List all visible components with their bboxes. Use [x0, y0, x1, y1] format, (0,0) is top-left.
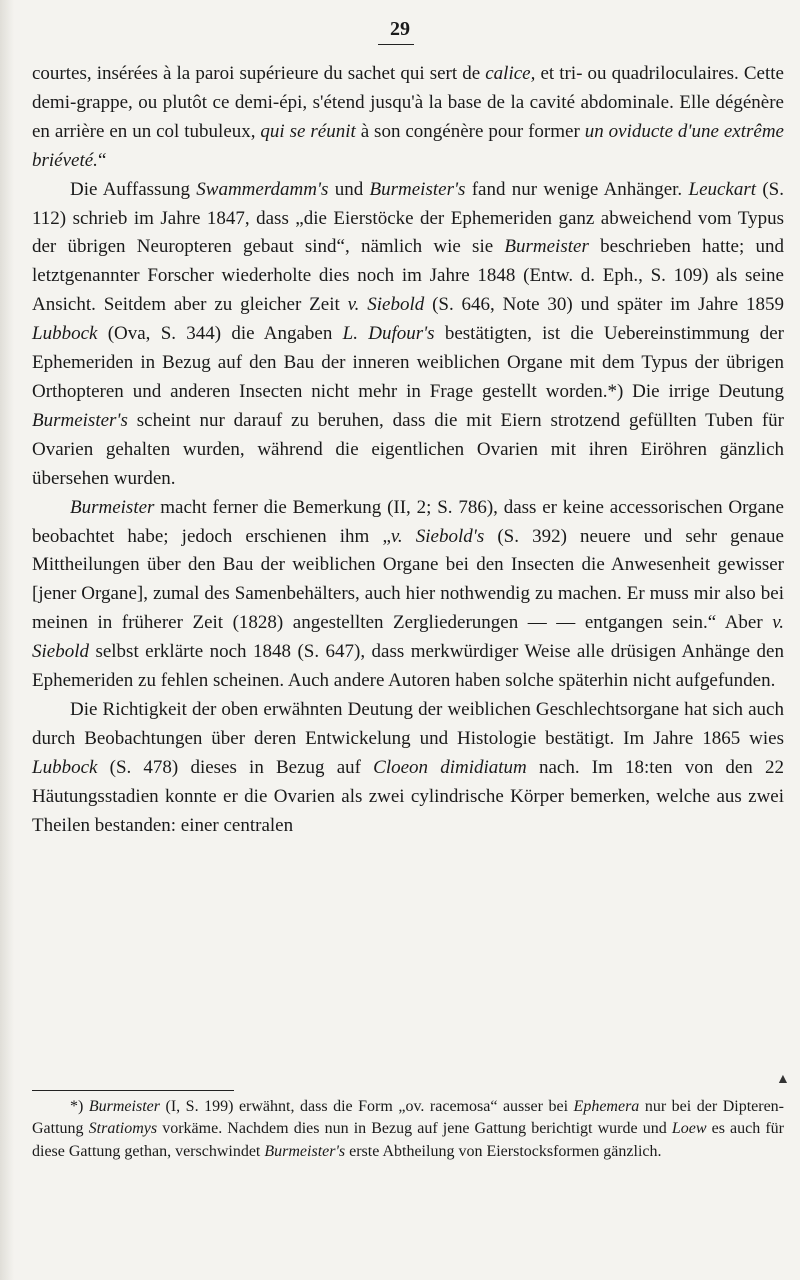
paragraph-2: [32, 176, 784, 494]
italic-run: Lubbock: [32, 323, 98, 345]
page-edge-shadow: [0, 0, 14, 1280]
text-run: Die Richtigkeit der oben erwähnten Deutung der weiblichen Geschlechtsorgane hat sich auch durch Beobachtungen über deren Entwickelung und Histologie bestätigt. Im Jahre 1865 wies: [32, 698, 784, 749]
continuation-mark: ▲: [776, 1072, 790, 1087]
italic-run: Lubbock: [32, 756, 98, 778]
italic-run: Loew: [671, 1120, 707, 1138]
text-run: (S. 112) schrieb im Jahre 1847, dass „die Eierstöcke der Ephemeriden ganz abweichend vom Typus der übrigen Neuropteren gebaut sind“, nämlich wie sie: [32, 178, 785, 258]
footnote: [32, 1096, 784, 1163]
footnote-rule: [32, 1090, 234, 1091]
italic-run: v. Siebold: [32, 612, 784, 663]
italic-run: calice,: [485, 63, 536, 84]
italic-run: Burmeister's: [264, 1142, 346, 1160]
italic-run: Swammerdamm's: [196, 178, 329, 200]
text-run: selbst erklärte noch 1848 (S. 647), dass merkwürdiger Weise alle drüsigen Anhänge den Ephemeriden zu fehlen scheinen. Auch andere Autoren haben solche späterhin nicht aufgefunden.: [32, 641, 784, 692]
footnote-text: [32, 1096, 784, 1163]
italic-run: qui se réunit: [260, 120, 356, 142]
text-run: (S. 392) neuere und sehr genaue Mittheilungen über den Bau der weiblichen Organe bei den Insecten die Anwesenheit gewisser [jener Organe], zumal des Samenbehälters, auch hier nothwendig zu machen. Er muss mir also bei meinen in früherer Zeit (1828) angestellten Zergliederungen — — entgangen sein.“ Aber: [32, 525, 784, 634]
text-run: macht ferner die Bemerkung (II, 2; S. 786), dass er keine accessorischen Organe beobachtet habe; jedoch erschienen ihm „: [32, 496, 784, 547]
text-run: nur bei der Dipteren-Gattung: [32, 1098, 785, 1138]
italic-run: Burmeister: [88, 1098, 160, 1115]
paragraph-4: [32, 696, 784, 841]
text-run: à son congénère pour former: [355, 120, 585, 142]
text-run: es auch für diese Gattung gethan, verschwindet: [32, 1120, 785, 1160]
page-number-underline: [378, 44, 414, 45]
italic-run: v. Siebold's: [390, 525, 485, 547]
italic-run: Burmeister's: [369, 178, 466, 200]
italic-run: Stratiomys: [88, 1120, 158, 1138]
text-run: vorkäme. Nachdem dies nun in Bezug auf jene Gattung berichtigt wurde und: [157, 1120, 672, 1138]
text-run: und: [328, 178, 370, 200]
text-run: scheint nur darauf zu beruhen, dass die mit Eiern strotzend gefüllten Tuben für Ovarien gehalten wurden, während die eigentlichen Ovarien mit ihren Eiröhren gänzlich übersehen wurden.: [32, 409, 784, 489]
page-number: 29: [390, 18, 410, 40]
text-run: erste Abtheilung von Eierstocksformen gänzlich.: [345, 1142, 662, 1160]
italic-run: Burmeister: [70, 496, 155, 518]
italic-run: v. Siebold: [347, 294, 425, 316]
italic-run: Cloeon dimidiatum: [373, 756, 527, 778]
text-run: (S. 646, Note 30) und später im Jahre 1859: [424, 294, 784, 316]
paragraph-3: [32, 494, 784, 696]
italic-run: Leuckart: [688, 178, 757, 200]
italic-run: Burmeister's: [32, 409, 128, 431]
italic-run: Ephemera: [573, 1098, 640, 1115]
italic-run: Burmeister: [504, 236, 589, 258]
paragraph-1: [32, 60, 784, 176]
text-run: (I, S. 199) erwähnt, dass die Form „ov. racemosa“ ausser bei: [159, 1098, 574, 1115]
text-run: fand nur wenige Anhänger.: [465, 178, 689, 200]
text-run: beschrieben hatte; und letztgenannter Forscher wiederholte dies noch im Jahre 1848 (Entw. d. Eph., S. 109) als seine Ansicht. Seitdem aber zu gleicher Zeit: [32, 236, 784, 316]
text-run: Die Auffassung: [70, 178, 197, 200]
text-run: (Ova, S. 344) die Angaben: [97, 323, 343, 345]
main-text: [32, 60, 784, 840]
text-run: courtes, insérées à la paroi supérieure du sachet qui sert de: [32, 63, 486, 84]
text-run: (S. 478) dieses in Bezug auf: [97, 756, 374, 778]
italic-run: un oviducte d'une extrême briéveté.: [32, 120, 784, 171]
text-run: et tri- ou quadriloculaires. Cette demi-grappe, ou plutôt ce demi-épi, s'étend jusqu'à la base de la cavité abdominale. Elle dégénère en arrière en un col tubuleux,: [32, 63, 784, 142]
text-run: nach. Im 18:ten von den 22 Häutungsstadien konnte er die Ovarien als zwei cylindrische Körper bemerken, welche aus zwei Theilen bestanden: einer centralen: [32, 756, 784, 836]
text-run: *): [70, 1098, 89, 1115]
text-run: “: [97, 149, 107, 171]
text-run: bestätigten, ist die Uebereinstimmung der Ephemeriden in Bezug auf den Bau der inneren weiblichen Organe mit dem Typus der übrigen Orthopteren und anderen Insecten nicht mehr in Frage gestellt worden.*) Die irrige Deutung: [32, 323, 784, 402]
italic-run: L. Dufour's: [342, 323, 435, 345]
